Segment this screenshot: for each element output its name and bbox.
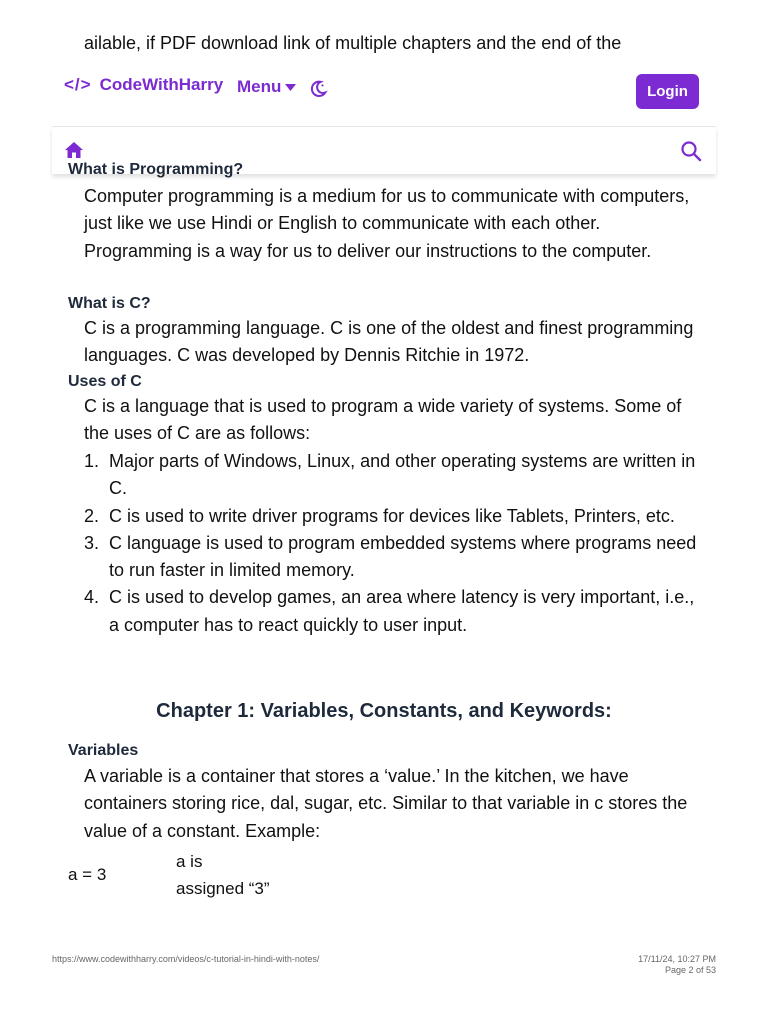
list-number: 4. (84, 587, 100, 608)
partial-heading: What is Programming? (68, 161, 244, 178)
what-is-c-heading: What is C? (68, 295, 151, 312)
list-text: C is used to develop games, an area where latency is very important, i.e., a computer has to react quickly to user input. (109, 587, 695, 635)
list-text: Major parts of Windows, Linux, and other operating systems are written in C. (109, 451, 696, 499)
list-item (84, 503, 704, 530)
example-line: a is (176, 852, 203, 871)
menu-dropdown[interactable] (237, 77, 297, 97)
clipped-top-text: ailable, if PDF download link of multiple chapters and the end of the (84, 33, 622, 53)
footer-page-number: Page 2 of 53 (664, 965, 716, 975)
list-item (84, 530, 704, 585)
chapter-title: Chapter 1: Variables, Constants, and Keywords: (156, 700, 612, 722)
list-number: 2. (84, 505, 100, 526)
caret-down-icon (284, 83, 297, 92)
list-number: 1. (84, 451, 100, 471)
example-table (68, 848, 468, 908)
footer-info (638, 954, 716, 976)
home-icon[interactable] (64, 141, 84, 159)
login-button[interactable]: Login (636, 74, 699, 109)
programming-paragraph: Computer programming is a medium for us to communicate with computers, just like we use Hindi or English to communicate with each other. Programming is a way for us to deliver our instructions to the computer. (84, 186, 690, 261)
variables-heading: Variables (68, 742, 139, 759)
list-text: C is used to write driver programs for devices like Tablets, Printers, etc. (109, 505, 675, 526)
example-code: a = 3 (68, 865, 107, 884)
footer-url: https://www.codewithharry.com/videos/c-tutorial-in-hindi-with-notes/ (52, 954, 320, 964)
uses-of-c-paragraph: C is a language that is used to program a wide variety of systems. Some of the uses of C are as follows: (84, 396, 682, 444)
example-line: assigned “3” (176, 879, 270, 898)
uses-list (84, 448, 704, 639)
top-navbar (52, 56, 716, 127)
brand-logo[interactable] (64, 75, 223, 95)
variables-paragraph: A variable is a container that stores a ‘value.’ In the kitchen, we have containers storing rice, dal, sugar, etc. Similar to that variable in c stores the value of a constant. Example: (84, 766, 688, 841)
list-item (84, 448, 704, 503)
moon-icon[interactable] (309, 80, 327, 98)
code-icon: </> (64, 75, 92, 94)
example-explanation (176, 848, 316, 902)
menu-label: Menu (237, 77, 282, 96)
uses-of-c-heading: Uses of C (68, 373, 142, 390)
what-is-c-paragraph: C is a programming language. C is one of the oldest and finest programming languages. C was developed by Dennis Ritchie in 1972. (84, 318, 694, 366)
search-icon[interactable] (680, 140, 702, 162)
list-item (84, 584, 704, 639)
list-number: 3. (84, 532, 100, 553)
brand-name: CodeWithHarry (99, 75, 224, 94)
footer-timestamp: 17/11/24, 10:27 PM (638, 954, 716, 964)
list-text: C language is used to program embedded systems where programs need to run faster in limited memory. (109, 532, 697, 581)
